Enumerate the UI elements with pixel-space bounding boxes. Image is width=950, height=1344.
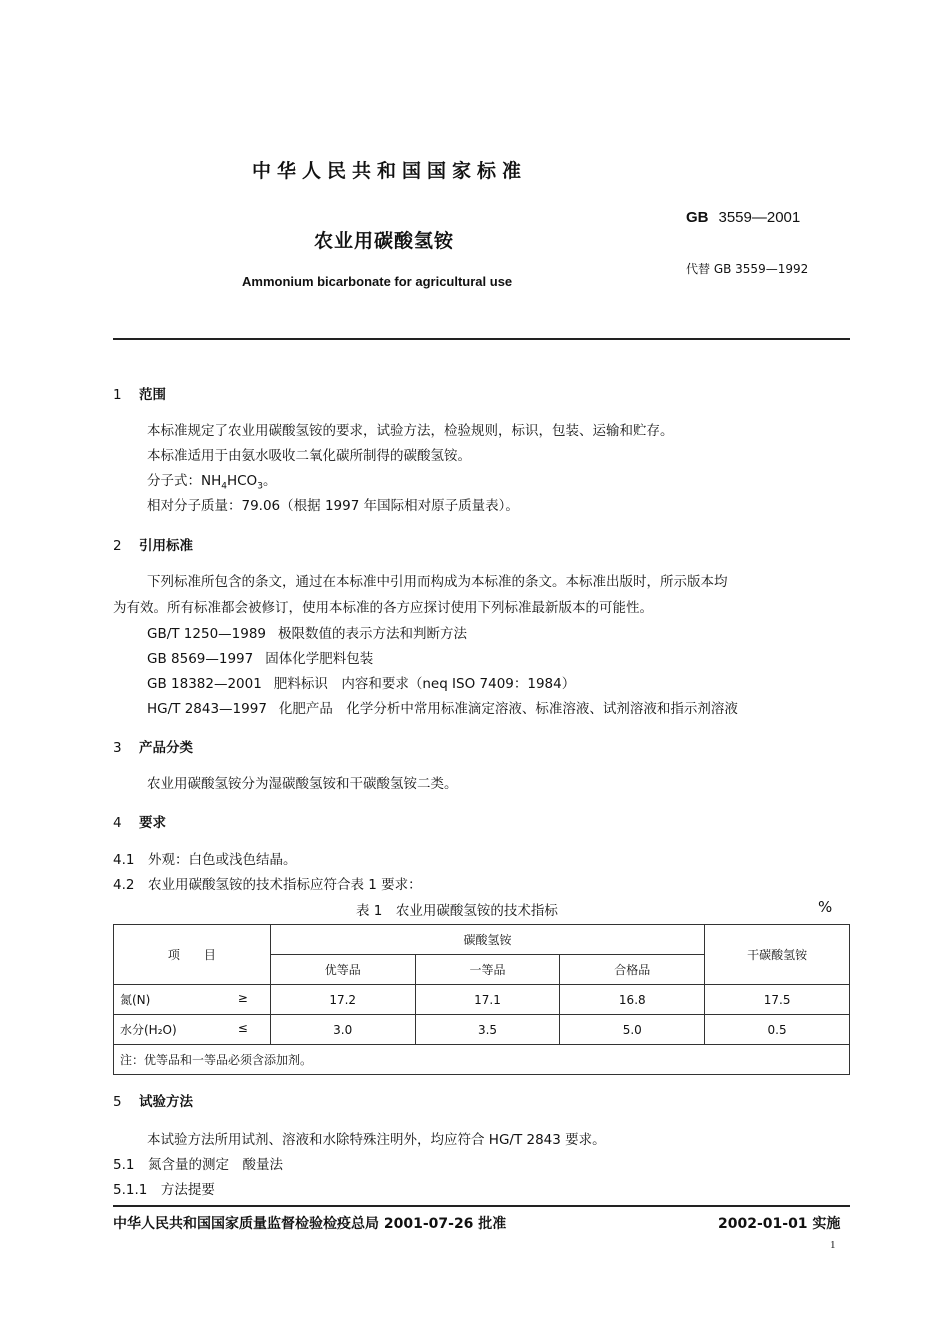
row-label-cell (114, 985, 271, 1015)
section-4-heading (113, 811, 166, 831)
comparison-symbol: ≥ (237, 991, 248, 1005)
table-unit: % (818, 898, 833, 916)
reference-title: 极限数值的表示方法和判断方法 (278, 626, 468, 642)
molecular-formula-value: $NH_4HCO_3$。 (201, 473, 277, 492)
section-5-number: 5 (113, 1094, 122, 1110)
clause-5-1: 5.1 氮含量的测定 酸量法 (113, 1157, 283, 1173)
header-divider (113, 338, 850, 340)
section-1-title: 范围 (139, 387, 166, 403)
molecular-formula (147, 469, 276, 492)
national-standard-heading: 中华人民共和国国家标准 (252, 160, 528, 182)
table-cell: 0.5 (705, 1015, 850, 1045)
section-5-heading (113, 1090, 193, 1110)
table-caption: 表 1 农业用碳酸氢铵的技术指标 (356, 903, 558, 919)
table-cell: 17.5 (705, 985, 850, 1015)
reference-title: 肥料标识 内容和要求（neq ISO 7409：1984） (273, 676, 576, 692)
section-4-number: 4 (113, 815, 122, 831)
grade-header: 一等品 (415, 955, 560, 985)
comparison-symbol: ≤ (237, 1021, 248, 1035)
row-label-cell (114, 1015, 271, 1045)
grade-header: 合格品 (560, 955, 705, 985)
reference-title: 化肥产品 化学分析中常用标准滴定溶液、标准溶液、试剂溶液和指示剂溶液 (278, 701, 738, 717)
reference-title: 固体化学肥料包装 (265, 651, 374, 667)
effective-date: 2002-01-01 实施 (718, 1216, 841, 1232)
table-row (114, 1015, 850, 1045)
section-5-para-1: 本试验方法所用试剂、溶液和水除特殊注明外，均应符合 HG/T 2843 要求。 (147, 1132, 606, 1148)
table-cell: 17.1 (415, 985, 560, 1015)
reference-code: HG/T 2843—1997 (147, 701, 267, 717)
section-1-para-1: 本标准规定了农业用碳酸氢铵的要求，试验方法，检验规则，标识，包装、运输和贮存。 (147, 423, 674, 439)
clause-5-1-1: 5.1.1 方法提要 (113, 1182, 215, 1198)
group-header: 碳酸氢铵 (270, 925, 704, 955)
section-3-heading (113, 736, 193, 756)
footer-divider (113, 1205, 850, 1207)
dry-header: 干碳酸氢铵 (705, 925, 850, 985)
grade-header: 优等品 (270, 955, 415, 985)
section-2-heading (113, 534, 193, 554)
section-2-number: 2 (113, 538, 122, 554)
section-5-title: 试验方法 (139, 1094, 193, 1110)
table-note-row (114, 1045, 850, 1075)
table-cell: 16.8 (560, 985, 705, 1015)
reference-code: GB 18382—2001 (147, 676, 262, 692)
reference-item (147, 697, 738, 717)
reference-item (147, 622, 467, 642)
molecular-formula-label: 分子式： (147, 473, 201, 489)
standard-number (686, 209, 800, 226)
clause-4-2: 4.2 农业用碳酸氢铵的技术指标应符合表 1 要求： (113, 877, 422, 893)
section-3-para-1: 农业用碳酸氢铵分为湿碳酸氢铵和干碳酸氢铵二类。 (147, 776, 458, 792)
table-row (114, 985, 850, 1015)
spec-table (113, 924, 850, 1075)
row-label: 水分(H₂O) (120, 1023, 177, 1037)
table-cell: 3.0 (270, 1015, 415, 1045)
section-1-para-2: 本标准适用于由氨水吸收二氧化碳所制得的碳酸氢铵。 (147, 448, 471, 464)
reference-item (147, 672, 575, 692)
table-note: 注：优等品和一等品必须含添加剂。 (114, 1045, 850, 1075)
section-3-number: 3 (113, 740, 122, 756)
document-title-en: Ammonium bicarbonate for agricultural use (242, 274, 513, 289)
table-header-row (114, 925, 850, 955)
reference-code: GB 8569—1997 (147, 651, 254, 667)
gb-prefix: GB (686, 209, 709, 226)
clause-4-1: 4.1 外观：白色或浅色结晶。 (113, 852, 297, 868)
document-title-cn: 农业用碳酸氢铵 (314, 230, 455, 252)
section-2-para-line-1: 下列标准所包含的条文，通过在本标准中引用而构成为本标准的条文。本标准出版时，所示版本均 (147, 574, 728, 590)
row-label: 氮(N) (120, 993, 151, 1007)
item-header: 项 目 (114, 925, 271, 985)
page-number: 1 (830, 1239, 836, 1251)
issuer-line: 中华人民共和国国家质量监督检验检疫总局 2001-07-26 批准 (113, 1216, 507, 1232)
replaces-standard: 代替 GB 3559—1992 (686, 262, 809, 276)
table-cell: 5.0 (560, 1015, 705, 1045)
reference-code: GB/T 1250—1989 (147, 626, 267, 642)
gb-number: 3559—2001 (718, 209, 801, 226)
section-4-title: 要求 (139, 815, 166, 831)
section-1-number: 1 (113, 387, 122, 403)
section-2-para-line-2: 为有效。所有标准都会被修订，使用本标准的各方应探讨使用下列标准最新版本的可能性。 (113, 600, 653, 616)
reference-item (147, 647, 373, 667)
table-cell: 17.2 (270, 985, 415, 1015)
table-cell: 3.5 (415, 1015, 560, 1045)
section-3-title: 产品分类 (139, 740, 193, 756)
section-1-heading (113, 383, 166, 403)
section-2-title: 引用标准 (139, 538, 193, 554)
section-1-para-4: 相对分子质量：79.06（根据 1997 年国际相对原子质量表）。 (147, 498, 519, 514)
